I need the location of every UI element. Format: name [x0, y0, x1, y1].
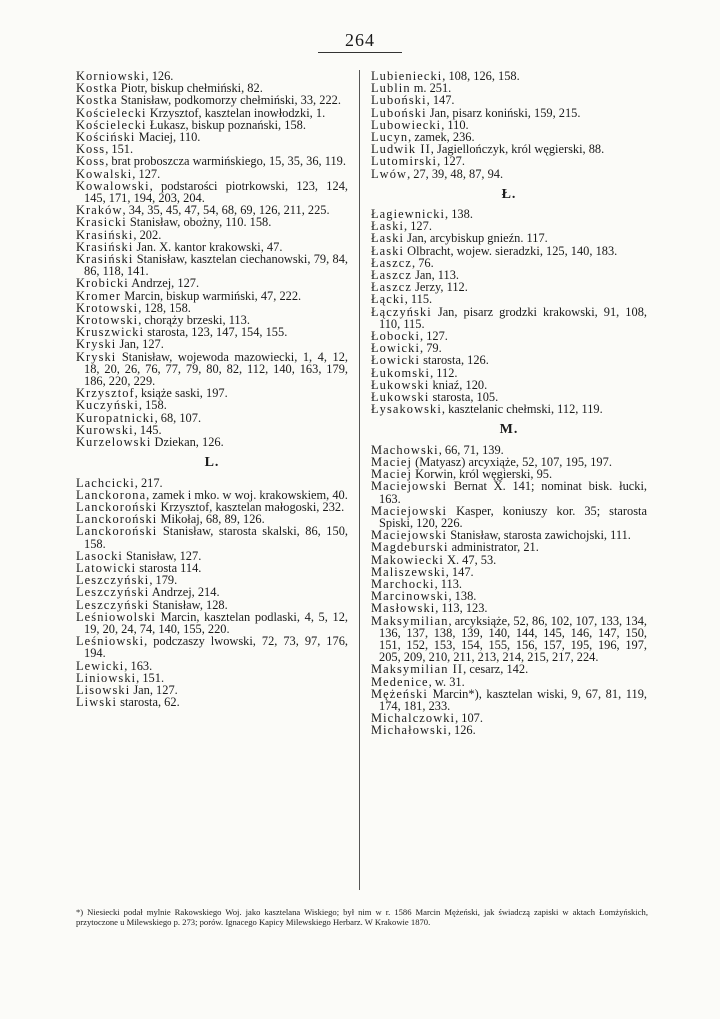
entry-headword: Marcinowski: [371, 589, 449, 604]
entry-headword: Krzysztof: [76, 386, 135, 401]
entry-text: , 145.: [133, 422, 162, 437]
entry-headword: Kowalowski: [76, 178, 150, 193]
index-entry: [371, 724, 647, 736]
entry-headword: Maciejowski: [371, 528, 448, 543]
index-entry: [76, 436, 348, 448]
entry-text: Stanisław, obożny, 110. 158.: [126, 215, 272, 230]
entry-headword: Łysakowski: [371, 402, 442, 417]
entry-text: , brat proboszcza warmińskiego, 15, 35, 36, 119.: [105, 154, 346, 169]
entry-headword: Łaski: [371, 219, 405, 234]
entry-headword: Kościelecki: [76, 105, 147, 120]
entry-headword: Korniowski: [76, 69, 146, 83]
entry-text: starosta, 123, 147, 154, 155.: [144, 325, 288, 340]
letter-heading-l: L.: [204, 455, 220, 471]
entry-text: Piotr, biskup chełmiński, 82.: [117, 81, 263, 96]
entry-text: , 112.: [430, 365, 458, 380]
entry-headword: Maliszewski: [371, 564, 446, 579]
index-entry: [371, 306, 647, 330]
entry-headword: Kryski: [76, 337, 117, 352]
index-entry: [371, 403, 647, 415]
entry-text: starosta 114.: [136, 560, 202, 575]
entry-headword: Krotowski: [76, 300, 139, 315]
column-divider: [359, 70, 360, 890]
entry-text: , chorąży brzeski, 113.: [138, 313, 250, 328]
entry-headword: Maksymilian: [371, 613, 449, 628]
entry-text: , 68, 107.: [154, 410, 202, 425]
index-entry: [371, 688, 647, 712]
entry-text: Stanisław, kasztelan ciechanowski, 79, 84, 86, 118, 141.: [84, 252, 348, 279]
left-column: [76, 70, 348, 708]
entry-text: Andrzej, 127.: [128, 276, 200, 291]
entry-headword: Kostka: [76, 93, 118, 108]
entry-text: Korwin, król węgierski, 95.: [412, 467, 553, 482]
entry-text: , 138.: [445, 207, 473, 222]
entry-text: , 127.: [404, 219, 432, 234]
entry-headword: Łaszcz: [371, 255, 412, 270]
entry-headword: Latowicki: [76, 560, 137, 575]
entry-headword: Leszczyński: [76, 585, 150, 600]
entry-headword: Krasicki: [76, 215, 127, 230]
index-entry: [371, 615, 647, 664]
entry-text: Maciej, 110.: [135, 130, 201, 145]
entry-text: , w. 31.: [428, 674, 465, 689]
entry-headword: Lublin: [371, 81, 411, 96]
index-entry: [76, 351, 348, 388]
footnote: *) Niesiecki podał mylnie Rakowskiego Woj. jako kasztelana Wiskiego; był nim w r. 1586 Marcin Mężeński, jak świadczą zapiski w aktach Łomżyńskich, przytoczone u Milewskiego p. 273; porów. Ignacego Kapicy Milewskiego Herbarz. W Krakowie 1870.: [76, 907, 648, 927]
entry-text: Stanisław, starosta skalski, 86, 150, 158.: [84, 524, 348, 551]
entry-headword: Krasiński: [76, 227, 134, 242]
entry-text: , 151.: [136, 670, 165, 685]
index-entry: [76, 525, 348, 549]
entry-headword: Maciejowski: [371, 503, 448, 518]
entry-text: , 76.: [412, 255, 434, 270]
entry-headword: Marchocki: [371, 576, 435, 591]
index-entry: [76, 253, 348, 277]
entry-headword: Lutomirski: [371, 154, 438, 169]
right-block-l: [371, 70, 647, 180]
entry-headword: Lasocki: [76, 548, 123, 563]
entry-text: Marcin*), kasztelan wiski, 9, 67, 81, 119, 174, 181, 233.: [379, 686, 647, 713]
entry-headword: Łaszcz: [371, 268, 412, 283]
entry-text: m. 251.: [410, 81, 452, 96]
entry-headword: Lanckoroński: [76, 524, 158, 539]
entry-headword: Mężeński: [371, 686, 428, 701]
entry-headword: Koss: [76, 142, 106, 157]
entry-text: starosta, 105.: [429, 390, 499, 405]
entry-text: Kasper, koniuszy kor. 35; starosta Spiski, 120, 226.: [379, 503, 647, 530]
entry-text: Stanisław, 128.: [149, 597, 228, 612]
entry-text: Dziekan, 126.: [151, 435, 224, 450]
entry-headword: Masłowski: [371, 601, 436, 616]
entry-text: , 147.: [426, 93, 455, 108]
entry-headword: Lanckoroński: [76, 512, 158, 527]
entry-text: Jan, 127.: [130, 682, 178, 697]
entry-headword: Ludwik II: [371, 142, 431, 157]
entry-text: , podstarości piotrkowski, 123, 124, 145, 171, 194, 203, 204.: [84, 178, 348, 206]
entry-headword: Łaski: [371, 243, 405, 258]
index-entry: [76, 635, 348, 659]
index-entry: [76, 696, 348, 708]
entry-text: , 108, 126, 158.: [442, 69, 520, 83]
entry-text: Jan, 113.: [412, 268, 460, 283]
entry-headword: Łobocki: [371, 329, 420, 344]
entry-text: Jan, arcybiskup gnieźn. 117.: [404, 231, 548, 246]
entry-headword: Lucyn: [371, 130, 409, 145]
entry-text: , 127.: [132, 166, 161, 181]
entry-text: , 138.: [448, 589, 477, 604]
entry-text: , 115.: [404, 292, 433, 307]
entry-headword: Koss: [76, 154, 106, 169]
entry-headword: Lachcicki: [76, 475, 135, 490]
entry-headword: Leśniowski: [76, 634, 145, 649]
entry-text: Bernat X. 141; nominat bisk. łucki, 163.: [379, 479, 647, 506]
entry-text: , 217.: [134, 475, 163, 490]
entry-headword: Lanckoroński: [76, 499, 158, 514]
entry-text: , 113.: [434, 576, 462, 591]
entry-headword: Łukomski: [371, 365, 431, 380]
entry-headword: Liniowski: [76, 670, 137, 685]
entry-text: , 113, 123.: [435, 601, 488, 616]
entry-headword: Lanckorona: [76, 487, 147, 502]
entry-text: Andrzej, 214.: [149, 585, 220, 600]
entry-text: , 27, 39, 48, 87, 94.: [407, 166, 504, 181]
entry-text: starosta, 126.: [420, 353, 489, 368]
entry-headword: Machowski: [371, 442, 439, 457]
entry-headword: Kurzelowski: [76, 435, 152, 450]
entry-headword: Łącki: [371, 292, 405, 307]
entry-text: , cesarz, 142.: [463, 662, 529, 677]
entry-text: Marcin, kasztelan podlaski, 4, 5, 12, 19, 20, 24, 74, 140, 155, 220.: [84, 609, 348, 636]
entry-headword: Krasiński: [76, 252, 134, 267]
entry-headword: Medenice: [371, 674, 429, 689]
entry-text: , 34, 35, 45, 47, 54, 68, 69, 126, 211, 225.: [122, 203, 330, 218]
entry-text: Jan. X. kantor krakowski, 47.: [133, 239, 283, 254]
entry-headword: Maksymilian II: [371, 662, 464, 677]
entry-text: , 151.: [105, 142, 134, 157]
entry-text: Krzysztof, kasztelan małogoski, 232.: [157, 499, 345, 514]
entry-text: Stanisław, 127.: [122, 548, 202, 563]
entry-text: , 127.: [437, 154, 465, 169]
entry-text: Jan, pisarz grodzki krakowski, 91, 108, 110, 115.: [379, 304, 647, 331]
entry-text: , 179.: [149, 573, 178, 588]
letter-heading-m: M.: [499, 422, 519, 438]
entry-text: administrator, 21.: [448, 540, 539, 555]
entry-headword: Michałowski: [371, 723, 448, 738]
entry-text: , 79.: [420, 341, 442, 356]
entry-text: , kasztelanic chełmski, 112, 119.: [441, 402, 603, 417]
entry-text: , 128, 158.: [138, 300, 191, 315]
entry-text: Marcin, biskup warmiński, 47, 222.: [121, 288, 302, 303]
entry-text: , 127.: [420, 329, 448, 344]
entry-text: Olbracht, wojew. sieradzki, 125, 140, 183.: [404, 243, 618, 258]
entry-headword: Kostka: [76, 81, 118, 96]
entry-text: starosta, 62.: [117, 695, 180, 710]
entry-headword: Maciej: [371, 467, 413, 482]
entry-text: , arcyksiąże, 52, 86, 102, 107, 133, 134, 136, 137, 138, 139, 140, 144, 145, 146, 147, 150, 151, 152, 153, 154, 155, 156, 157, 195, 196, 197, 205, 209, 210, 211, 213, 214, 215, 217, 224.: [379, 613, 647, 665]
entry-headword: Lewicki: [76, 658, 125, 673]
index-entry: [371, 168, 647, 180]
entry-headword: Łaski: [371, 231, 405, 246]
entry-text: Jerzy, 112.: [412, 280, 468, 295]
entry-text: , podczaszy lwowski, 72, 73, 97, 176, 194.: [84, 634, 348, 661]
entry-headword: Kurowski: [76, 422, 134, 437]
entry-text: , książe saski, 197.: [134, 386, 228, 401]
entry-headword: Luboński: [371, 105, 427, 120]
entry-headword: Lwów: [371, 166, 408, 181]
entry-headword: Makowiecki: [371, 552, 444, 567]
entry-headword: Łaszcz: [371, 280, 412, 295]
entry-headword: Krotowski: [76, 313, 139, 328]
entry-headword: Kromer: [76, 288, 122, 303]
entry-headword: Łukowski: [371, 377, 430, 392]
page-number-rule: [318, 52, 402, 53]
entry-headword: Magdeburski: [371, 540, 449, 555]
entry-headword: Łagiewnicki: [371, 207, 446, 222]
entry-headword: Michalczowki: [371, 711, 456, 726]
entry-text: Jan, 127.: [116, 337, 164, 352]
entry-text: , Jagiellończyk, król węgierski, 88.: [430, 142, 605, 157]
entry-headword: Kowalski: [76, 166, 133, 181]
left-block-k: [76, 70, 348, 448]
page-number: 264: [345, 30, 375, 50]
entry-headword: Luboński: [371, 93, 427, 108]
entry-text: Stanisław, wojewoda mazowiecki, 1, 4, 12, 18, 20, 26, 76, 77, 79, 80, 82, 112, 140, 163, 179, 186, 220, 229.: [84, 349, 348, 389]
right-block-m: [371, 444, 647, 737]
entry-headword: Liwski: [76, 695, 118, 710]
entry-text: , 163.: [124, 658, 153, 673]
entry-headword: Kraków: [76, 203, 123, 218]
right-block-l-stroke: [371, 208, 647, 415]
entry-text: , 126.: [447, 723, 476, 738]
entry-text: , 147.: [445, 564, 474, 579]
entry-text: , 66, 71, 139.: [438, 442, 504, 457]
index-entry: [76, 180, 348, 204]
letter-heading-l-stroke: Ł.: [501, 186, 517, 202]
entry-headword: Kruszwicki: [76, 325, 145, 340]
entry-headword: Kryski: [76, 349, 117, 364]
entry-headword: Kościelecki: [76, 117, 147, 132]
index-entry: [76, 611, 348, 635]
entry-headword: Leszczyński: [76, 597, 150, 612]
entry-text: (Matyasz) arcyxiąże, 52, 107, 195, 197.: [412, 454, 612, 469]
entry-headword: Maciejowski: [371, 479, 448, 494]
entry-text: , 202.: [133, 227, 162, 242]
entry-text: Mikołaj, 68, 89, 126.: [157, 512, 265, 527]
index-entry: [371, 505, 647, 529]
entry-text: , zamek, 236.: [408, 130, 475, 145]
entry-text: , zamek i mko. w woj. krakowskiem, 40.: [146, 487, 348, 502]
right-column: [371, 70, 647, 737]
entry-text: kniaź, 120.: [429, 377, 488, 392]
entry-headword: Kuropatnicki: [76, 410, 155, 425]
entry-headword: Leszczyński: [76, 573, 150, 588]
entry-headword: Łowicki: [371, 341, 420, 356]
entry-headword: Lisowski: [76, 682, 131, 697]
entry-text: Łukasz, biskup poznański, 158.: [146, 117, 306, 132]
entry-text: , 158.: [138, 398, 167, 413]
entry-headword: Krasiński: [76, 239, 134, 254]
index-entry: [371, 480, 647, 504]
entry-text: Jan, pisarz koniński, 159, 215.: [426, 105, 581, 120]
left-block-l: [76, 477, 348, 709]
entry-text: , 107.: [455, 711, 483, 726]
entry-text: Krzysztof, kasztelan inowłodzki, 1.: [146, 105, 326, 120]
entry-headword: Łukowski: [371, 390, 430, 405]
entry-text: Stanisław, starosta zawichojski, 111.: [447, 528, 631, 543]
entry-text: Stanisław, podkomorzy chełmiński, 33, 222.: [117, 93, 341, 108]
entry-headword: Kuczyński: [76, 398, 139, 413]
entry-headword: Krobicki: [76, 276, 129, 291]
entry-text: , 126.: [145, 69, 174, 83]
entry-headword: Łączyński: [371, 304, 432, 319]
entry-headword: Łowicki: [371, 353, 420, 368]
entry-headword: Leśniowolski: [76, 609, 156, 624]
entry-headword: Maciej: [371, 454, 413, 469]
entry-text: , 110.: [441, 117, 469, 132]
entry-headword: Kościński: [76, 130, 136, 145]
entry-headword: Lubowiecki: [371, 117, 442, 132]
entry-headword: Lubieniecki: [371, 69, 443, 83]
entry-text: X. 47, 53.: [443, 552, 497, 567]
